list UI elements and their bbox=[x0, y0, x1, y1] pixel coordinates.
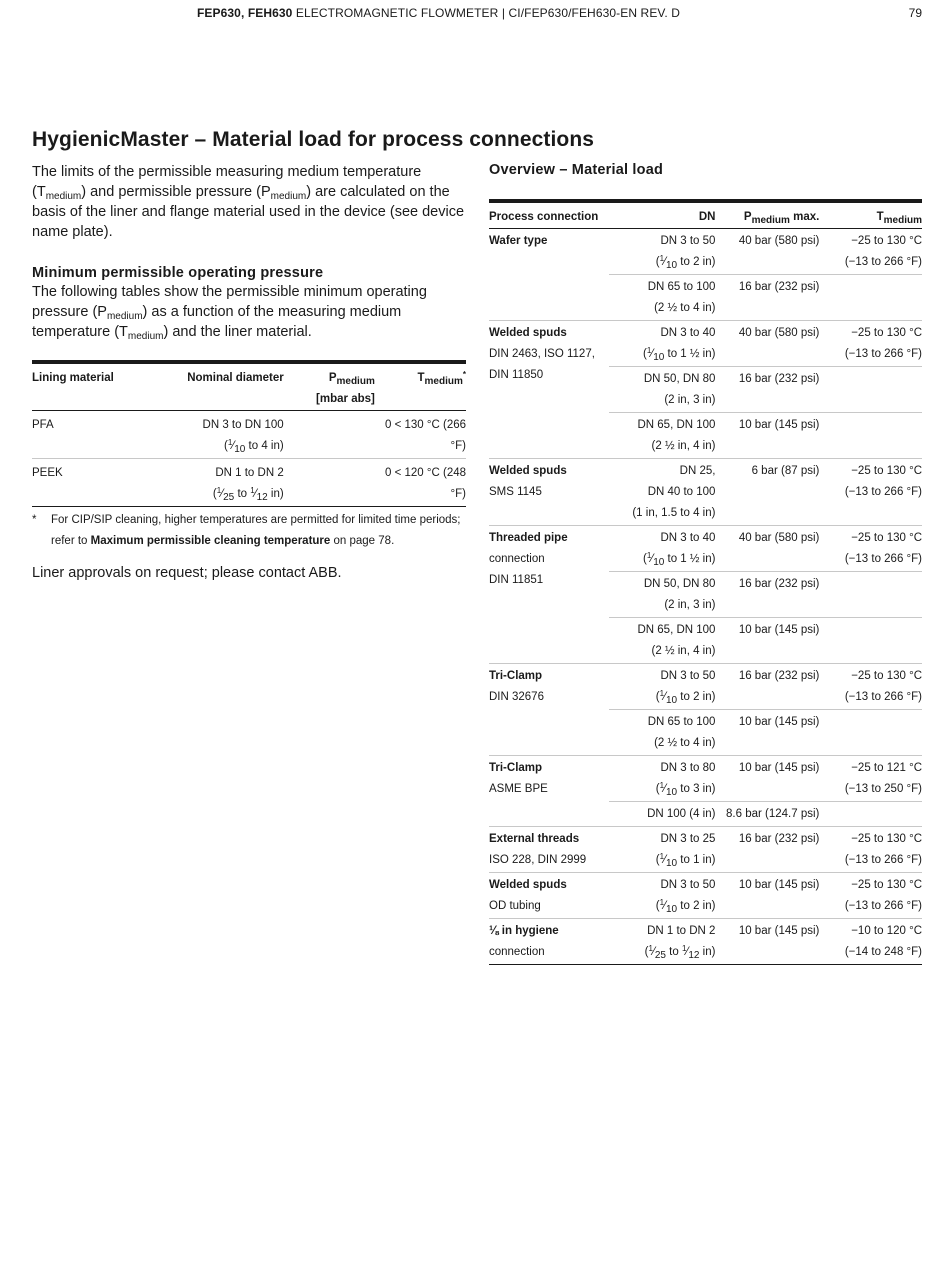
lining-material-cell: PEEK bbox=[32, 467, 63, 479]
col-p-medium: $P_{medium}$ [mbar abs] bbox=[316, 372, 375, 405]
t-medium-cell bbox=[819, 413, 922, 459]
p-medium-max-cell: 16 bar (232 psi) bbox=[738, 670, 820, 682]
dn-cell: DN 65, DN 100 (2 ½ in, 4 in) bbox=[609, 618, 716, 664]
p-medium-max-cell: 6 bar (87 psi) bbox=[751, 465, 820, 477]
t-medium-cell bbox=[819, 367, 922, 413]
t-medium-cell: −10 to 120 °C (−14 to 248 °F) bbox=[819, 919, 922, 965]
table-row bbox=[489, 873, 922, 919]
p-medium-max-cell: 10 bar (145 psi) bbox=[715, 413, 819, 459]
p-medium-max-cell: 10 bar (145 psi) bbox=[715, 919, 819, 965]
liner-approvals-note: Liner approvals on request; please contact ABB. bbox=[32, 565, 342, 581]
t-medium-cell: −25 to 130 °C (−13 to 266 °F) bbox=[844, 670, 922, 703]
dn-cell: DN 3 to 40 ($^1⁄_{10}$ to 1 ½ in) bbox=[642, 327, 716, 363]
table-row bbox=[489, 526, 922, 572]
process-connection-cell: Wafer type bbox=[489, 235, 548, 247]
p-medium-max-cell: 10 bar (145 psi) bbox=[738, 762, 820, 774]
header-product-bold: FEP630, FEH630 bbox=[197, 6, 293, 20]
footnote: * For CIP/SIP cleaning, higher temperatures are permitted for limited time periods; refer to Maximum permissible cleaning temperature on page 78. bbox=[32, 514, 461, 547]
t-medium-cell: −25 to 121 °C (−13 to 250 °F) bbox=[844, 762, 922, 795]
p-medium-max-cell: 16 bar (232 psi) bbox=[715, 275, 819, 321]
overview-material-load-table bbox=[489, 199, 922, 965]
table-row bbox=[32, 411, 466, 459]
dn-cell: DN 100 (4 in) bbox=[609, 802, 716, 827]
page-title: HygienicMaster – Material load for process connections bbox=[32, 128, 595, 151]
table-row bbox=[489, 664, 922, 710]
col-dn: DN bbox=[698, 211, 716, 223]
p-medium-max-cell: 10 bar (145 psi) bbox=[715, 618, 819, 664]
nominal-diameter-cell: DN 1 to DN 2 ($^1⁄_{25}$ to $^1⁄_{12}$ in) bbox=[212, 467, 284, 503]
col-t-medium: $T_{medium}^*$ bbox=[417, 370, 466, 387]
right-column bbox=[489, 162, 922, 965]
dn-cell: DN 65 to 100 (2 ½ to 4 in) bbox=[609, 275, 716, 321]
process-connection-cell: Welded spuds OD tubing bbox=[489, 879, 567, 912]
dn-cell: DN 1 to DN 2 ($^1⁄_{25}$ to $^1⁄_{12}$ in) bbox=[609, 919, 716, 965]
dn-cell: DN 3 to 80 ($^1⁄_{10}$ to 3 in) bbox=[655, 762, 716, 798]
table-header-row bbox=[489, 201, 922, 229]
dn-cell: DN 65 to 100 (2 ½ to 4 in) bbox=[609, 710, 716, 756]
min-pressure-paragraph: The following tables show the permissible minimum operating pressure $(P_{medium})$ as a function of the measuring medium temperature $(T_{medium})$ and the liner material. bbox=[32, 284, 427, 342]
left-column bbox=[32, 162, 466, 581]
dn-cell: DN 50, DN 80 (2 in, 3 in) bbox=[609, 367, 716, 413]
process-connection-cell: ⅛ in hygiene connection bbox=[489, 919, 609, 965]
t-medium-cell: 0 < 130 °C (266 °F) bbox=[385, 419, 466, 452]
min-pressure-heading: Minimum permissible operating pressure bbox=[32, 265, 324, 281]
p-medium-cell bbox=[284, 411, 375, 459]
running-header bbox=[197, 6, 680, 20]
process-connection-cell: Tri-Clamp DIN 32676 bbox=[489, 670, 544, 703]
t-medium-cell bbox=[819, 618, 922, 664]
dn-cell: DN 3 to 40 ($^1⁄_{10}$ to 1 ½ in) bbox=[642, 532, 716, 568]
col-lining-material: Lining material bbox=[32, 372, 114, 384]
table-row bbox=[32, 459, 466, 507]
process-connection-cell: Tri-Clamp ASME BPE bbox=[489, 762, 548, 795]
intro-paragraph: The limits of the permissible measuring medium temperature $(T_{medium})$ and permissible pressure $(P_{medium})$ are calculated on the basis of the liner and flange material used in the device (see device name plate). bbox=[32, 164, 465, 240]
lining-material-cell: PFA bbox=[32, 419, 54, 431]
p-medium-max-cell: 16 bar (232 psi) bbox=[715, 572, 819, 618]
t-medium-cell: −25 to 130 °C (−13 to 266 °F) bbox=[844, 465, 922, 498]
header-product-rest: ELECTROMAGNETIC FLOWMETER bbox=[295, 6, 499, 20]
p-medium-max-cell: 10 bar (145 psi) bbox=[715, 710, 819, 756]
col-process-connection: Process connection bbox=[489, 211, 599, 223]
p-medium-max-cell: 16 bar (232 psi) bbox=[715, 367, 819, 413]
t-medium-cell bbox=[819, 710, 922, 756]
process-connection-cell: Welded spuds SMS 1145 bbox=[489, 465, 567, 498]
p-medium-max-cell: 16 bar (232 psi) bbox=[738, 833, 820, 845]
col-nominal-diameter: Nominal diameter bbox=[187, 372, 284, 384]
dn-cell: DN 3 to 50 ($^1⁄_{10}$ to 2 in) bbox=[655, 879, 716, 915]
overview-heading: Overview – Material load bbox=[489, 162, 664, 178]
p-medium-max-cell: 40 bar (580 psi) bbox=[738, 532, 820, 544]
t-medium-cell bbox=[819, 275, 922, 321]
nominal-diameter-cell: DN 3 to DN 100 ($^1⁄_{10}$ to 4 in) bbox=[202, 419, 284, 455]
dn-cell: DN 65, DN 100 (2 ½ in, 4 in) bbox=[609, 413, 716, 459]
process-connection-cell: Welded spuds DIN 2463, ISO 1127, DIN 11850 bbox=[489, 327, 595, 381]
p-medium-max-cell: 40 bar (580 psi) bbox=[738, 327, 820, 339]
p-medium-max-cell: 10 bar (145 psi) bbox=[738, 879, 820, 891]
table-row bbox=[489, 827, 922, 873]
process-connection-cell: External threads ISO 228, DIN 2999 bbox=[489, 833, 587, 866]
header-separator: | bbox=[501, 6, 506, 20]
t-medium-cell: −25 to 130 °C (−13 to 266 °F) bbox=[844, 879, 922, 912]
process-connection-cell: Threaded pipe connection DIN 11851 bbox=[489, 532, 568, 586]
table-row bbox=[489, 321, 922, 367]
dn-cell: DN 50, DN 80 (2 in, 3 in) bbox=[609, 572, 716, 618]
p-medium-max-cell: 40 bar (580 psi) bbox=[738, 235, 820, 247]
t-medium-cell: 0 < 120 °C (248 °F) bbox=[385, 467, 466, 500]
table-row bbox=[489, 919, 922, 965]
dn-cell: DN 3 to 25 ($^1⁄_{10}$ to 1 in) bbox=[655, 833, 716, 869]
dn-cell: DN 25, DN 40 to 100 (1 in, 1.5 to 4 in) bbox=[632, 465, 716, 519]
table-row bbox=[489, 459, 922, 526]
dn-cell: DN 3 to 50 ($^1⁄_{10}$ to 2 in) bbox=[655, 670, 716, 706]
t-medium-cell: −25 to 130 °C (−13 to 266 °F) bbox=[844, 833, 922, 866]
header-doc-id: CI/FEP630/FEH630-EN REV. D bbox=[508, 6, 681, 20]
col-p-medium-max: $P_{medium}$ max. bbox=[743, 211, 820, 226]
table-row bbox=[489, 229, 922, 275]
lining-material-table bbox=[32, 360, 466, 507]
t-medium-cell: −25 to 130 °C (−13 to 266 °F) bbox=[844, 532, 922, 565]
page-number: 79 bbox=[908, 6, 922, 20]
t-medium-cell: −25 to 130 °C (−13 to 266 °F) bbox=[844, 327, 922, 360]
t-medium-cell: −25 to 130 °C (−13 to 266 °F) bbox=[844, 235, 922, 268]
p-medium-cell bbox=[284, 459, 375, 507]
table-header-row bbox=[32, 362, 466, 411]
dn-cell: DN 3 to 50 ($^1⁄_{10}$ to 2 in) bbox=[655, 235, 716, 271]
p-medium-max-cell: 8.6 bar (124.7 psi) bbox=[715, 802, 819, 827]
t-medium-cell bbox=[819, 572, 922, 618]
table-row bbox=[489, 756, 922, 802]
col-t-medium: $T_{medium}$ bbox=[876, 211, 922, 226]
t-medium-cell bbox=[819, 802, 922, 827]
